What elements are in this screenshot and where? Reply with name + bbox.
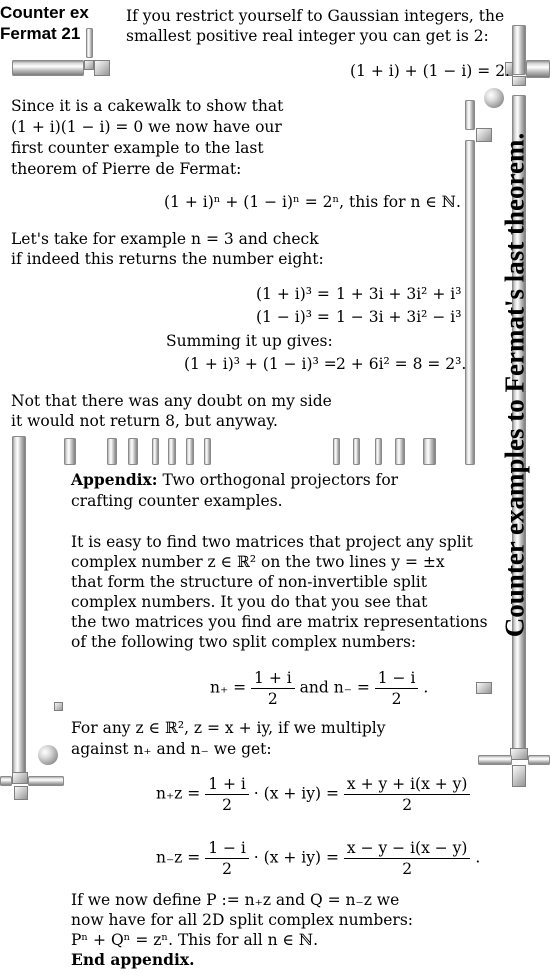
intro-line-2: smallest positive real integer you can get is 2: (126, 27, 489, 45)
decor-ball (484, 88, 504, 108)
para1-line-2: (1 + i)(1 − i) = 0 we now have our (11, 118, 282, 136)
decor-square (512, 765, 526, 787)
decor-square (476, 682, 492, 694)
appendix-title-line-2: crafting counter examples. (71, 492, 283, 510)
fraction-numerator: 1 − i (375, 668, 419, 689)
para1-line-4: theorem of Pierre de Fermat: (11, 160, 242, 178)
n-minus-label: n₋ = (333, 678, 370, 697)
decor-bar (526, 60, 550, 78)
fraction-numerator: 1 + i (205, 774, 249, 795)
decor-bar (423, 438, 436, 465)
decor-bar (395, 438, 405, 465)
cube-eq2-right: 1 − 3i + 3i² − i³ (336, 308, 462, 326)
para2-line-2: if indeed this returns the number eight: (11, 250, 324, 268)
decor-bar (28, 776, 64, 786)
fraction (375, 668, 419, 709)
eqB-mid: · (x + iy) = (253, 848, 339, 867)
appendix-r2: now have for all 2D split complex numbers: (71, 911, 414, 929)
decor-bar (107, 438, 117, 465)
para2-line-1: Let's take for example n = 3 and check (11, 230, 319, 248)
decor-bar (478, 755, 512, 765)
appendix-p6: of the following two split complex numbers: (71, 633, 417, 651)
fraction-numerator: 1 − i (205, 838, 249, 859)
decor-ball (38, 745, 58, 765)
decor-square (476, 128, 492, 142)
appendix-p3: that form the structure of non-invertible split (71, 573, 427, 591)
decor-square (510, 748, 528, 760)
appendix-q1: For any z ∈ ℝ², z = x + iy, if we multiply (71, 719, 386, 737)
eqA-left: n₊z = (156, 784, 201, 803)
n-plus-label: n₊ = (210, 678, 247, 697)
para3-line-2: it would not return 8, but anyway. (11, 412, 278, 430)
projector-equation: n₊ = $\frac{1 + i}{2}$ and n₋ = $\frac{1 - i}{2}$ . (210, 669, 429, 708)
fraction (205, 774, 249, 815)
decor-bar (465, 140, 475, 465)
fraction (205, 838, 249, 879)
appendix-p2: complex number z ∈ ℝ² on the two lines y = ±x (71, 553, 445, 571)
para1-line-3: first counter example to the last (11, 139, 264, 157)
fraction (344, 838, 471, 879)
decor-bar (333, 438, 340, 465)
cube-eq1-right: 1 + 3i + 3i² + i³ (336, 285, 462, 303)
fraction-denominator: 2 (222, 796, 232, 814)
decor-bar (465, 100, 475, 130)
para1-line-1: Since it is a cakewalk to show that (11, 97, 284, 115)
para3-line-1: Not that there was any doubt on my side (11, 392, 332, 410)
decor-square (94, 60, 110, 76)
side-title: Counter examples to Fermat's last theorem. (499, 132, 530, 638)
appendix-title-line-1 (71, 470, 398, 490)
appendix-p1: It is easy to find two matrices that project any split (71, 533, 473, 551)
decor-bar (168, 438, 176, 465)
cube-eq1-left: (1 + i)³ = (256, 285, 330, 303)
decor-bar (204, 438, 211, 465)
heading-line-1: Counter ex (0, 3, 89, 22)
summing-label: Summing it up gives: (166, 332, 333, 350)
eqB-left: n₋z = (156, 848, 201, 867)
appendix-title-rest: Two orthogonal projectors for (162, 471, 399, 489)
fermat-equation: (1 + i)ⁿ + (1 − i)ⁿ = 2ⁿ, this for n ∈ ℕ. (164, 193, 461, 211)
decor-bar (152, 438, 159, 465)
decor-square (14, 786, 28, 800)
sum-eq-right: 2 + 6i² = 8 = 2³. (336, 355, 467, 373)
fraction-denominator: 2 (402, 796, 413, 814)
decor-bar (128, 438, 138, 465)
decor-bar (86, 28, 93, 58)
appendix-p5: the two matrices you find are matrix representations (71, 613, 488, 631)
decor-bar (64, 438, 76, 465)
sum-eq-left: (1 + i)³ + (1 − i)³ = (184, 355, 337, 373)
fraction (251, 668, 295, 709)
decor-bar (12, 436, 26, 776)
appendix-r1: If we now define P := n₊z and Q = n₋z we (71, 891, 400, 909)
decor-bar (186, 438, 194, 465)
eqA-mid: · (x + iy) = (253, 784, 339, 803)
and-word: and (299, 678, 329, 697)
intro-line-1: If you restrict yourself to Gaussian integers, the (126, 7, 505, 25)
n-plus-z-equation (156, 774, 470, 815)
appendix-end: End appendix. (71, 950, 195, 969)
fraction-numerator: 1 + i (251, 668, 295, 689)
decor-square (12, 772, 28, 784)
appendix-label: Appendix: (71, 470, 158, 489)
appendix-q2: against n₊ and n₋ we get: (71, 740, 272, 758)
appendix-r3: Pⁿ + Qⁿ = zⁿ. This for all n ∈ ℕ. (71, 931, 319, 949)
fraction-numerator: x + y + i(x + y) (344, 774, 471, 795)
fraction-denominator: 2 (402, 860, 413, 878)
fraction-numerator: x − y − i(x − y) (344, 838, 471, 859)
decor-bar (353, 438, 360, 465)
decor-bar (528, 755, 550, 765)
intro-equation: (1 + i) + (1 − i) = 2. (350, 62, 510, 80)
decor-square (84, 60, 94, 70)
cube-eq2-left: (1 − i)³ = (256, 308, 330, 326)
fraction-denominator: 2 (391, 690, 402, 708)
decor-square (54, 702, 63, 711)
decor-bar (512, 25, 526, 75)
heading-line-2: Fermat 21 (0, 24, 81, 43)
decor-bar (0, 776, 12, 786)
decor-bar (12, 60, 84, 76)
n-minus-z-equation: n₋z = $\frac{1 - i}{2}$ · (x + iy) = $\frac{x - y - i(x - y)}{2}$ . (156, 839, 481, 878)
fraction-denominator: 2 (267, 690, 278, 708)
appendix-p4: complex numbers. It you do that you see that (71, 593, 428, 611)
decor-bar (375, 438, 382, 465)
fraction-denominator: 2 (222, 860, 232, 878)
decor-square (512, 76, 526, 86)
fraction (344, 774, 471, 815)
